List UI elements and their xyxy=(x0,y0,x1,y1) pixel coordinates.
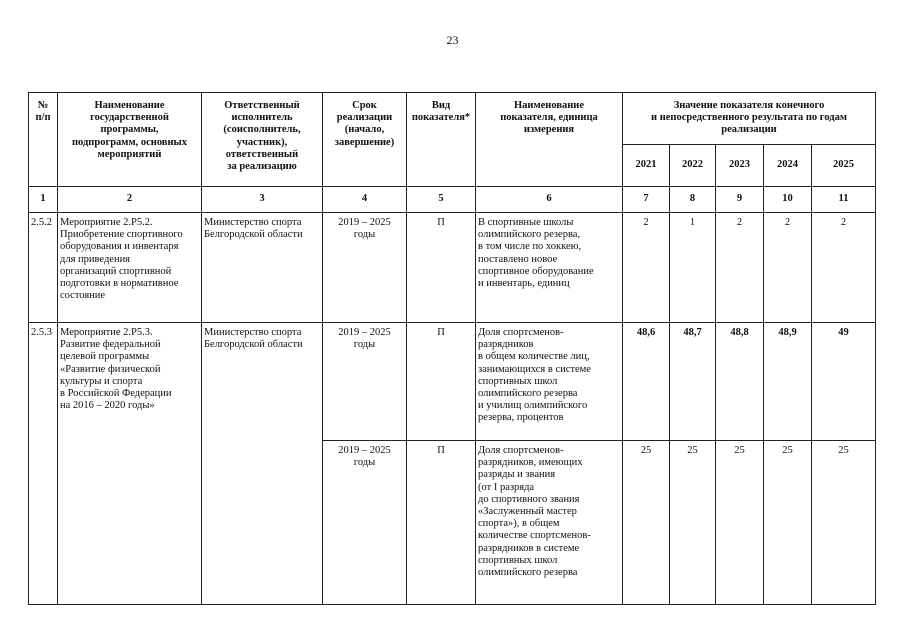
row-indicator: В спортивные школы олимпийского резерва, в том числе по хоккею, поставлено новое спортивное оборудование и инвентарь, единиц xyxy=(476,213,623,323)
row-program: Мероприятие 2.Р5.2. Приобретение спортивного оборудования и инвентаря для приведения организаций спортивной подготовки в нормативное состояние xyxy=(58,213,202,323)
col-number: 1 xyxy=(29,187,58,213)
row-value: 2 xyxy=(716,213,764,323)
row-period: 2019 – 2025 годы xyxy=(323,213,407,323)
row-executor: Министерство спорта Белгородской области xyxy=(202,323,323,605)
col-number: 4 xyxy=(323,187,407,213)
header-indicator: Наименование показателя, единица измерения xyxy=(476,93,623,187)
col-number: 8 xyxy=(670,187,716,213)
row-value: 48,8 xyxy=(716,323,764,441)
header-values-group: Значение показателя конечного и непосредственного результата по годам реализации xyxy=(623,93,876,145)
col-number: 7 xyxy=(623,187,670,213)
row-value: 25 xyxy=(716,441,764,605)
col-number: 6 xyxy=(476,187,623,213)
col-number: 5 xyxy=(407,187,476,213)
row-value: 48,6 xyxy=(623,323,670,441)
row-value: 2 xyxy=(623,213,670,323)
row-num: 2.5.2 xyxy=(29,213,58,323)
row-value: 49 xyxy=(812,323,876,441)
row-executor: Министерство спорта Белгородской области xyxy=(202,213,323,323)
row-value: 2 xyxy=(812,213,876,323)
row-indicator: Доля спортсменов- разрядников, имеющих разряды и звания (от I разряда до спортивного звания «Заслуженный мастер спорта»), в общем количестве спортсменов- разрядников в системе спортивных школ олимпийского резерва xyxy=(476,441,623,605)
row-kind: П xyxy=(407,441,476,605)
header-year: 2024 xyxy=(764,145,812,187)
header-program: Наименование государственной программы, подпрограмм, основных мероприятий xyxy=(58,93,202,187)
header-row xyxy=(29,93,876,145)
col-number: 10 xyxy=(764,187,812,213)
row-program: Мероприятие 2.Р5.3. Развитие федеральной целевой программы «Развитие физической культуры и спорта в Российской Федерации на 2016 – 2020 годы» xyxy=(58,323,202,605)
row-value: 2 xyxy=(764,213,812,323)
table-row xyxy=(29,323,876,441)
col-number: 9 xyxy=(716,187,764,213)
header-year: 2021 xyxy=(623,145,670,187)
header-kind: Вид показателя* xyxy=(407,93,476,187)
indicators-table xyxy=(28,92,876,605)
col-number: 11 xyxy=(812,187,876,213)
column-numbers-row xyxy=(29,187,876,213)
row-value: 48,9 xyxy=(764,323,812,441)
row-value: 25 xyxy=(764,441,812,605)
row-value: 1 xyxy=(670,213,716,323)
row-value: 25 xyxy=(670,441,716,605)
table-row xyxy=(29,213,876,323)
row-value: 48,7 xyxy=(670,323,716,441)
row-value: 25 xyxy=(623,441,670,605)
header-executor: Ответственный исполнитель (соисполнитель, участник), ответственный за реализацию xyxy=(202,93,323,187)
page-number: 23 xyxy=(446,33,459,47)
row-indicator: Доля спортсменов- разрядников в общем количестве лиц, занимающихся в системе спортивных школ олимпийского резерва и училищ олимпийского резерва, процентов xyxy=(476,323,623,441)
col-number: 2 xyxy=(58,187,202,213)
row-period: 2019 – 2025 годы xyxy=(323,441,407,605)
header-num: № п/п xyxy=(29,93,58,187)
header-year: 2025 xyxy=(812,145,876,187)
row-period: 2019 – 2025 годы xyxy=(323,323,407,441)
row-kind: П xyxy=(407,323,476,441)
header-year: 2023 xyxy=(716,145,764,187)
row-value: 25 xyxy=(812,441,876,605)
header-year: 2022 xyxy=(670,145,716,187)
row-num: 2.5.3 xyxy=(29,323,58,605)
row-kind: П xyxy=(407,213,476,323)
header-period: Срок реализации (начало, завершение) xyxy=(323,93,407,187)
col-number: 3 xyxy=(202,187,323,213)
